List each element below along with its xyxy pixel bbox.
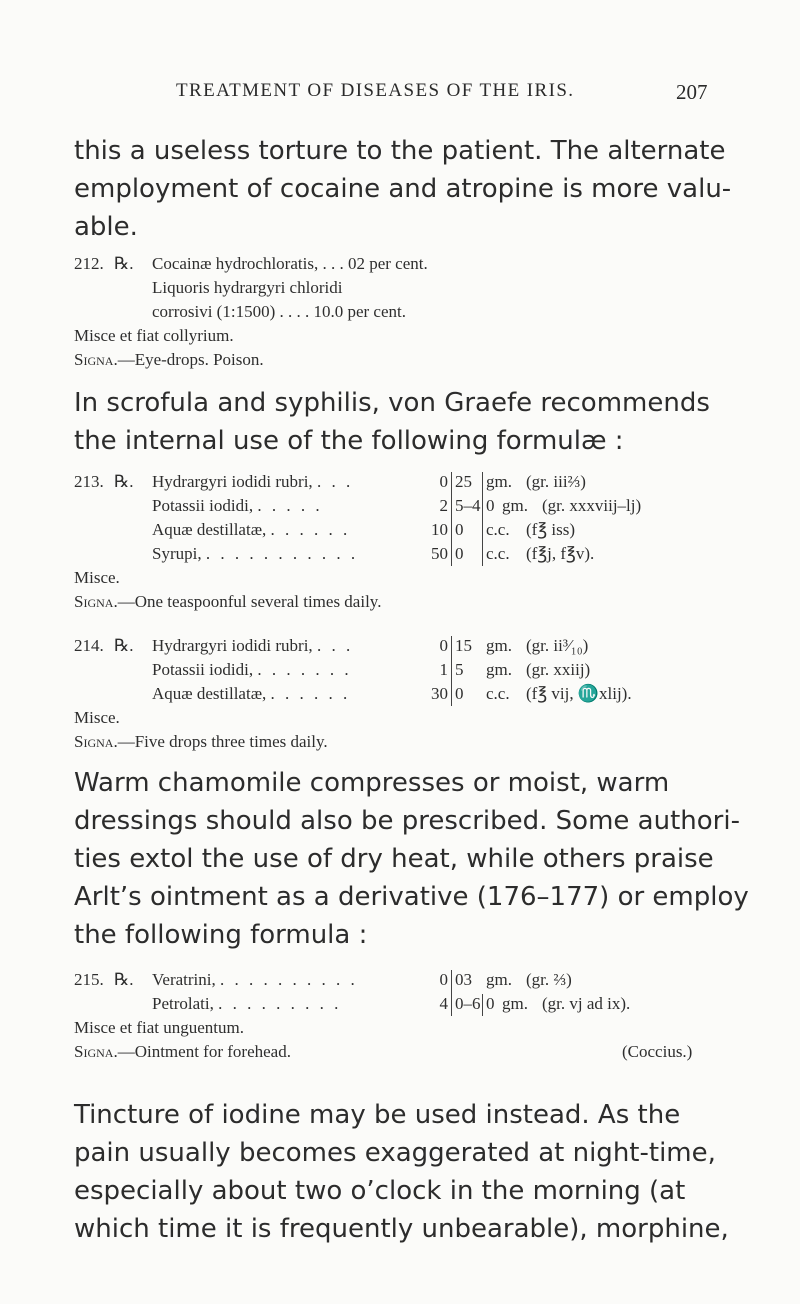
text-line: especially about two o’clock in the morning (at <box>74 1176 686 1206</box>
dot-leader: . . . <box>316 472 354 491</box>
text-line: the internal use of the following formulæ : <box>74 426 624 456</box>
ingredient-name: Hydrargyri iodidi rubri, <box>152 472 313 491</box>
signa-text: —Five drops three times daily. <box>117 732 328 751</box>
ingredient-line: Liquoris hydrargyri chloridi <box>152 278 343 297</box>
running-title: TREATMENT OF DISEASES OF THE IRIS. <box>176 80 575 101</box>
ingredient-name: Potassii iodidi, <box>152 660 254 679</box>
ingredient-line: Cocainæ hydrochloratis, . . . 02 per cent. <box>152 254 428 273</box>
text-line: employment of cocaine and atropine is more valu- <box>74 174 732 204</box>
signa-text: —One teaspoonful several times daily. <box>117 592 382 611</box>
amount-whole: 0 <box>439 472 448 491</box>
amount-whole: 10 <box>431 520 448 539</box>
ingredient-name: Petrolati, <box>152 994 214 1013</box>
amount-fraction: 15 <box>455 636 472 655</box>
ingredient-line <box>152 968 358 992</box>
decimal-rule <box>482 472 483 566</box>
amount-fraction: 0 <box>455 544 464 563</box>
signa-line <box>74 1040 291 1064</box>
apothecary-equivalent: (gr. xxiij) <box>526 660 591 679</box>
signa-label: Signa. <box>74 350 118 369</box>
amount-fraction: 0 <box>455 520 464 539</box>
amount-whole: 50 <box>431 544 448 563</box>
text-line: which time it is frequently unbearable), morphine, <box>74 1214 729 1244</box>
signa-text: —Eye-drops. Poison. <box>117 350 264 369</box>
signa-label: Signa. <box>74 592 118 611</box>
ingredient-line <box>152 992 341 1016</box>
amount-unit: gm. <box>486 636 512 655</box>
amount-whole: 4 <box>439 994 448 1013</box>
signa-line <box>74 590 381 614</box>
recipe-symbol: ℞. <box>114 254 134 273</box>
ingredient-name: Aquæ destillatæ, <box>152 684 267 703</box>
decimal-rule <box>482 994 483 1016</box>
amount-unit: gm. <box>486 472 512 491</box>
ingredient-name: Hydrargyri iodidi rubri, <box>152 636 313 655</box>
text-line: dressings should also be prescribed. Some authori- <box>74 806 740 836</box>
text-line: pain usually becomes exaggerated at night-time, <box>74 1138 716 1168</box>
ingredient-line <box>152 682 350 706</box>
amount-fraction: 03 <box>455 970 472 989</box>
prescription-number: 214. <box>74 636 104 655</box>
ingredient-name: Veratrini, <box>152 970 216 989</box>
decimal-rule <box>451 636 452 706</box>
apothecary-equivalent: (gr. iii⅔) <box>526 472 586 491</box>
apothecary-equivalent: (gr. ii³⁄₁₀) <box>526 636 589 655</box>
prescription-215 <box>74 968 754 1064</box>
signa-label: Signa. <box>74 732 118 751</box>
paragraph-2 <box>74 384 744 460</box>
prescription-number: 212. <box>74 254 104 273</box>
ingredient-line <box>152 518 350 542</box>
text-line: able. <box>74 212 138 242</box>
text-line: Arlt’s ointment as a derivative (176–177) or employ <box>74 882 749 912</box>
dot-leader: . . . . . . . <box>257 660 352 679</box>
amount-fraction: 0 <box>455 684 464 703</box>
amount-whole: 1 <box>439 660 448 679</box>
dot-leader: . . . . . . . . . <box>218 994 342 1013</box>
amount-whole: 30 <box>431 684 448 703</box>
apothecary-equivalent: (f℥ iss) <box>526 520 576 539</box>
ingredient-name: Syrupi, <box>152 544 202 563</box>
misce-line: Misce et fiat collyrium. <box>74 326 234 345</box>
text-line: In scrofula and syphilis, von Graefe recommends <box>74 388 710 418</box>
prescription-214 <box>74 634 754 754</box>
apothecary-equivalent: (f℥j, f℥v). <box>526 544 595 563</box>
dot-leader: . . . . . . . . . . <box>219 970 358 989</box>
ingredient-line <box>152 634 353 658</box>
signa-label: Signa. <box>74 1042 118 1061</box>
page-header <box>0 80 800 110</box>
amount-fraction: 5–4 <box>455 496 481 515</box>
amount-unit: c.c. <box>486 544 510 563</box>
misce-line: Misce et fiat unguentum. <box>74 1018 244 1037</box>
dot-leader: . . . . . <box>257 496 323 515</box>
dot-leader: . . . . . . <box>270 520 351 539</box>
dot-leader: . . . <box>316 636 354 655</box>
apothecary-equivalent: (gr. xxxviij–lj) <box>542 496 642 515</box>
ingredient-name: Aquæ destillatæ, <box>152 520 267 539</box>
ingredient-line <box>152 658 352 682</box>
paragraph-3 <box>74 764 749 954</box>
amount-fraction: 0 <box>486 994 495 1013</box>
ingredient-line <box>152 542 358 566</box>
text-line: ties extol the use of dry heat, while others praise <box>74 844 714 874</box>
amount-fraction: 5 <box>455 660 464 679</box>
apothecary-equivalent: (f℥ vij, ♏xlij). <box>526 684 632 703</box>
amount-fraction: 0 <box>486 496 495 515</box>
ingredient-name: Potassii iodidi, <box>152 496 254 515</box>
page-number: 207 <box>676 80 708 104</box>
amount-whole: 2 <box>439 496 448 515</box>
misce-line: Misce. <box>74 708 120 727</box>
amount-whole: 0 <box>439 636 448 655</box>
apothecary-equivalent: (gr. vj ad ix). <box>542 994 631 1013</box>
prescription-213 <box>74 470 754 614</box>
amount-unit: gm. <box>502 994 528 1013</box>
dot-leader: . . . . . . . . . . . <box>205 544 359 563</box>
recipe-symbol: ℞. <box>114 636 134 655</box>
prescription-number: 213. <box>74 472 104 491</box>
signa-text: —Ointment for forehead. <box>117 1042 291 1061</box>
text-line: this a useless torture to the patient. The alternate <box>74 136 726 166</box>
paragraph-4 <box>74 1096 744 1248</box>
prescription-number: 215. <box>74 970 104 989</box>
ingredient-line <box>152 470 353 494</box>
misce-line: Misce. <box>74 568 120 587</box>
prescription-212 <box>74 252 754 372</box>
amount-unit: gm. <box>502 496 528 515</box>
paragraph-1 <box>74 132 744 246</box>
decimal-rule <box>451 472 452 566</box>
source-attribution: (Coccius.) <box>622 1042 693 1061</box>
amount-whole: 0 <box>439 970 448 989</box>
text-line: Tincture of iodine may be used instead. As the <box>74 1100 681 1130</box>
amount-unit: c.c. <box>486 520 510 539</box>
signa-line <box>74 730 328 754</box>
recipe-symbol: ℞. <box>114 472 134 491</box>
amount-unit: gm. <box>486 970 512 989</box>
text-line: Warm chamomile compresses or moist, warm <box>74 768 670 798</box>
ingredient-line <box>152 494 323 518</box>
amount-fraction: 25 <box>455 472 472 491</box>
signa-line <box>74 348 264 372</box>
ingredient-line: corrosivi (1:1500) . . . . 10.0 per cent. <box>152 302 406 321</box>
recipe-symbol: ℞. <box>114 970 134 989</box>
apothecary-equivalent: (gr. ⅔) <box>526 970 572 989</box>
text-line: the following formula : <box>74 920 368 950</box>
decimal-rule <box>451 970 452 1016</box>
amount-fraction: 0–6 <box>455 994 481 1013</box>
dot-leader: . . . . . . <box>270 684 351 703</box>
amount-unit: gm. <box>486 660 512 679</box>
amount-unit: c.c. <box>486 684 510 703</box>
